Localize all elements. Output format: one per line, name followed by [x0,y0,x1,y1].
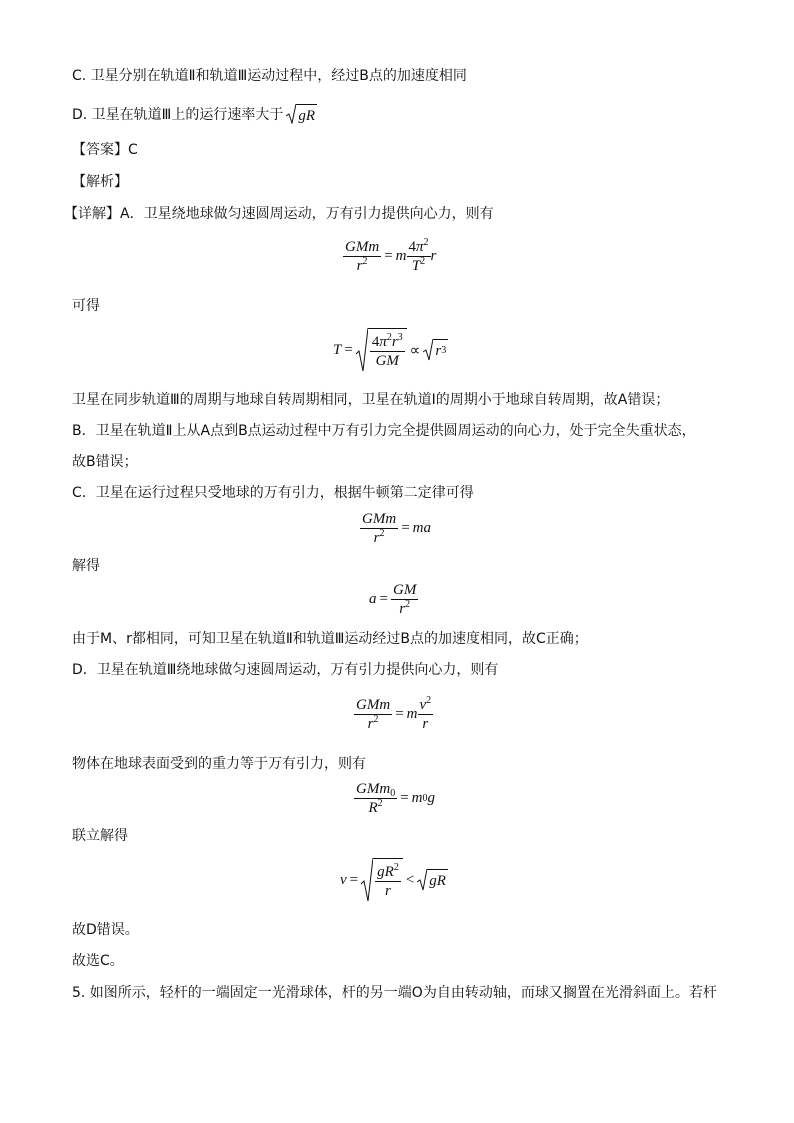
jiede-text-1: 解得 [72,558,100,574]
equation-surface-gravity: $\frac{GMm_0}{R^2}$ = m 0 g [356,781,435,816]
analysis-label: 【解析】 [72,174,128,190]
option-d [72,104,317,126]
question-5: 5. 如图所示，轻杆的一端固定一光滑球体，杆的另一端O为自由转动轴，而球又搁置在光滑斜面上。若杆 [72,985,717,1001]
equation-acceleration: a = $\frac{GM}{r^2}$ [369,582,417,617]
equation-period: T = $\frac{4\pi^2r^3}{GM}$ ∝ r 3 [333,328,448,372]
sqrt-gR: g R [286,104,317,126]
a-conclusion: 卫星在同步轨道Ⅲ的周期与地球自转周期相同，卫星在轨道Ⅰ的周期小于地球自转周期，故A错误； [72,392,670,408]
equation-centripetal-period: $\frac{\text{GMm}}{r^2}$ = m $\frac{4\pi^2}{T^2}$ r [345,237,437,274]
d-conclusion: 故D错误。 [72,922,139,938]
choose-text: 故选C。 [72,953,124,969]
d-line-1: D．卫星在轨道Ⅲ绕地球做匀速圆周运动，万有引力提供向心力，则有 [72,662,499,678]
answer-label: 【答案】C [72,142,138,158]
equation-centripetal-velocity: $\frac{\text{GMm}}{r^2}$ = m $\frac{v^2}{r}$ [356,695,432,732]
detail-a: 【详解】A．卫星绕地球做匀速圆周运动，万有引力提供向心力，则有 [64,206,494,222]
option-d-text: D. 卫星在轨道Ⅲ上的运行速率大于 [72,107,284,123]
lianli-text: 联立解得 [72,828,128,844]
b-line-1: B．卫星在轨道Ⅱ上从A点到B点运动过程中万有引力完全提供圆周运动的向心力，处于完全失重状态， [72,423,696,439]
c-line-1: C．卫星在运行过程只受地球的万有引力，根据牛顿第二定律可得 [72,485,474,501]
d-line-2: 物体在地球表面受到的重力等于万有引力，则有 [72,756,366,772]
equation-newton-second: $\frac{\text{GMm}}{r^2}$ = m a [362,511,431,546]
keyi-text: 可得 [72,298,100,314]
option-c: C. 卫星分别在轨道Ⅱ和轨道Ⅲ运动过程中，经过B点的加速度相同 [72,68,467,84]
equation-velocity-result: v = $\frac{gR^2}{r}$ < g R [340,858,448,902]
c-conclusion: 由于M、r都相同，可知卫星在轨道Ⅱ和轨道Ⅲ运动经过B点的加速度相同，故C正确； [72,631,588,647]
b-line-2: 故B错误； [72,454,138,470]
